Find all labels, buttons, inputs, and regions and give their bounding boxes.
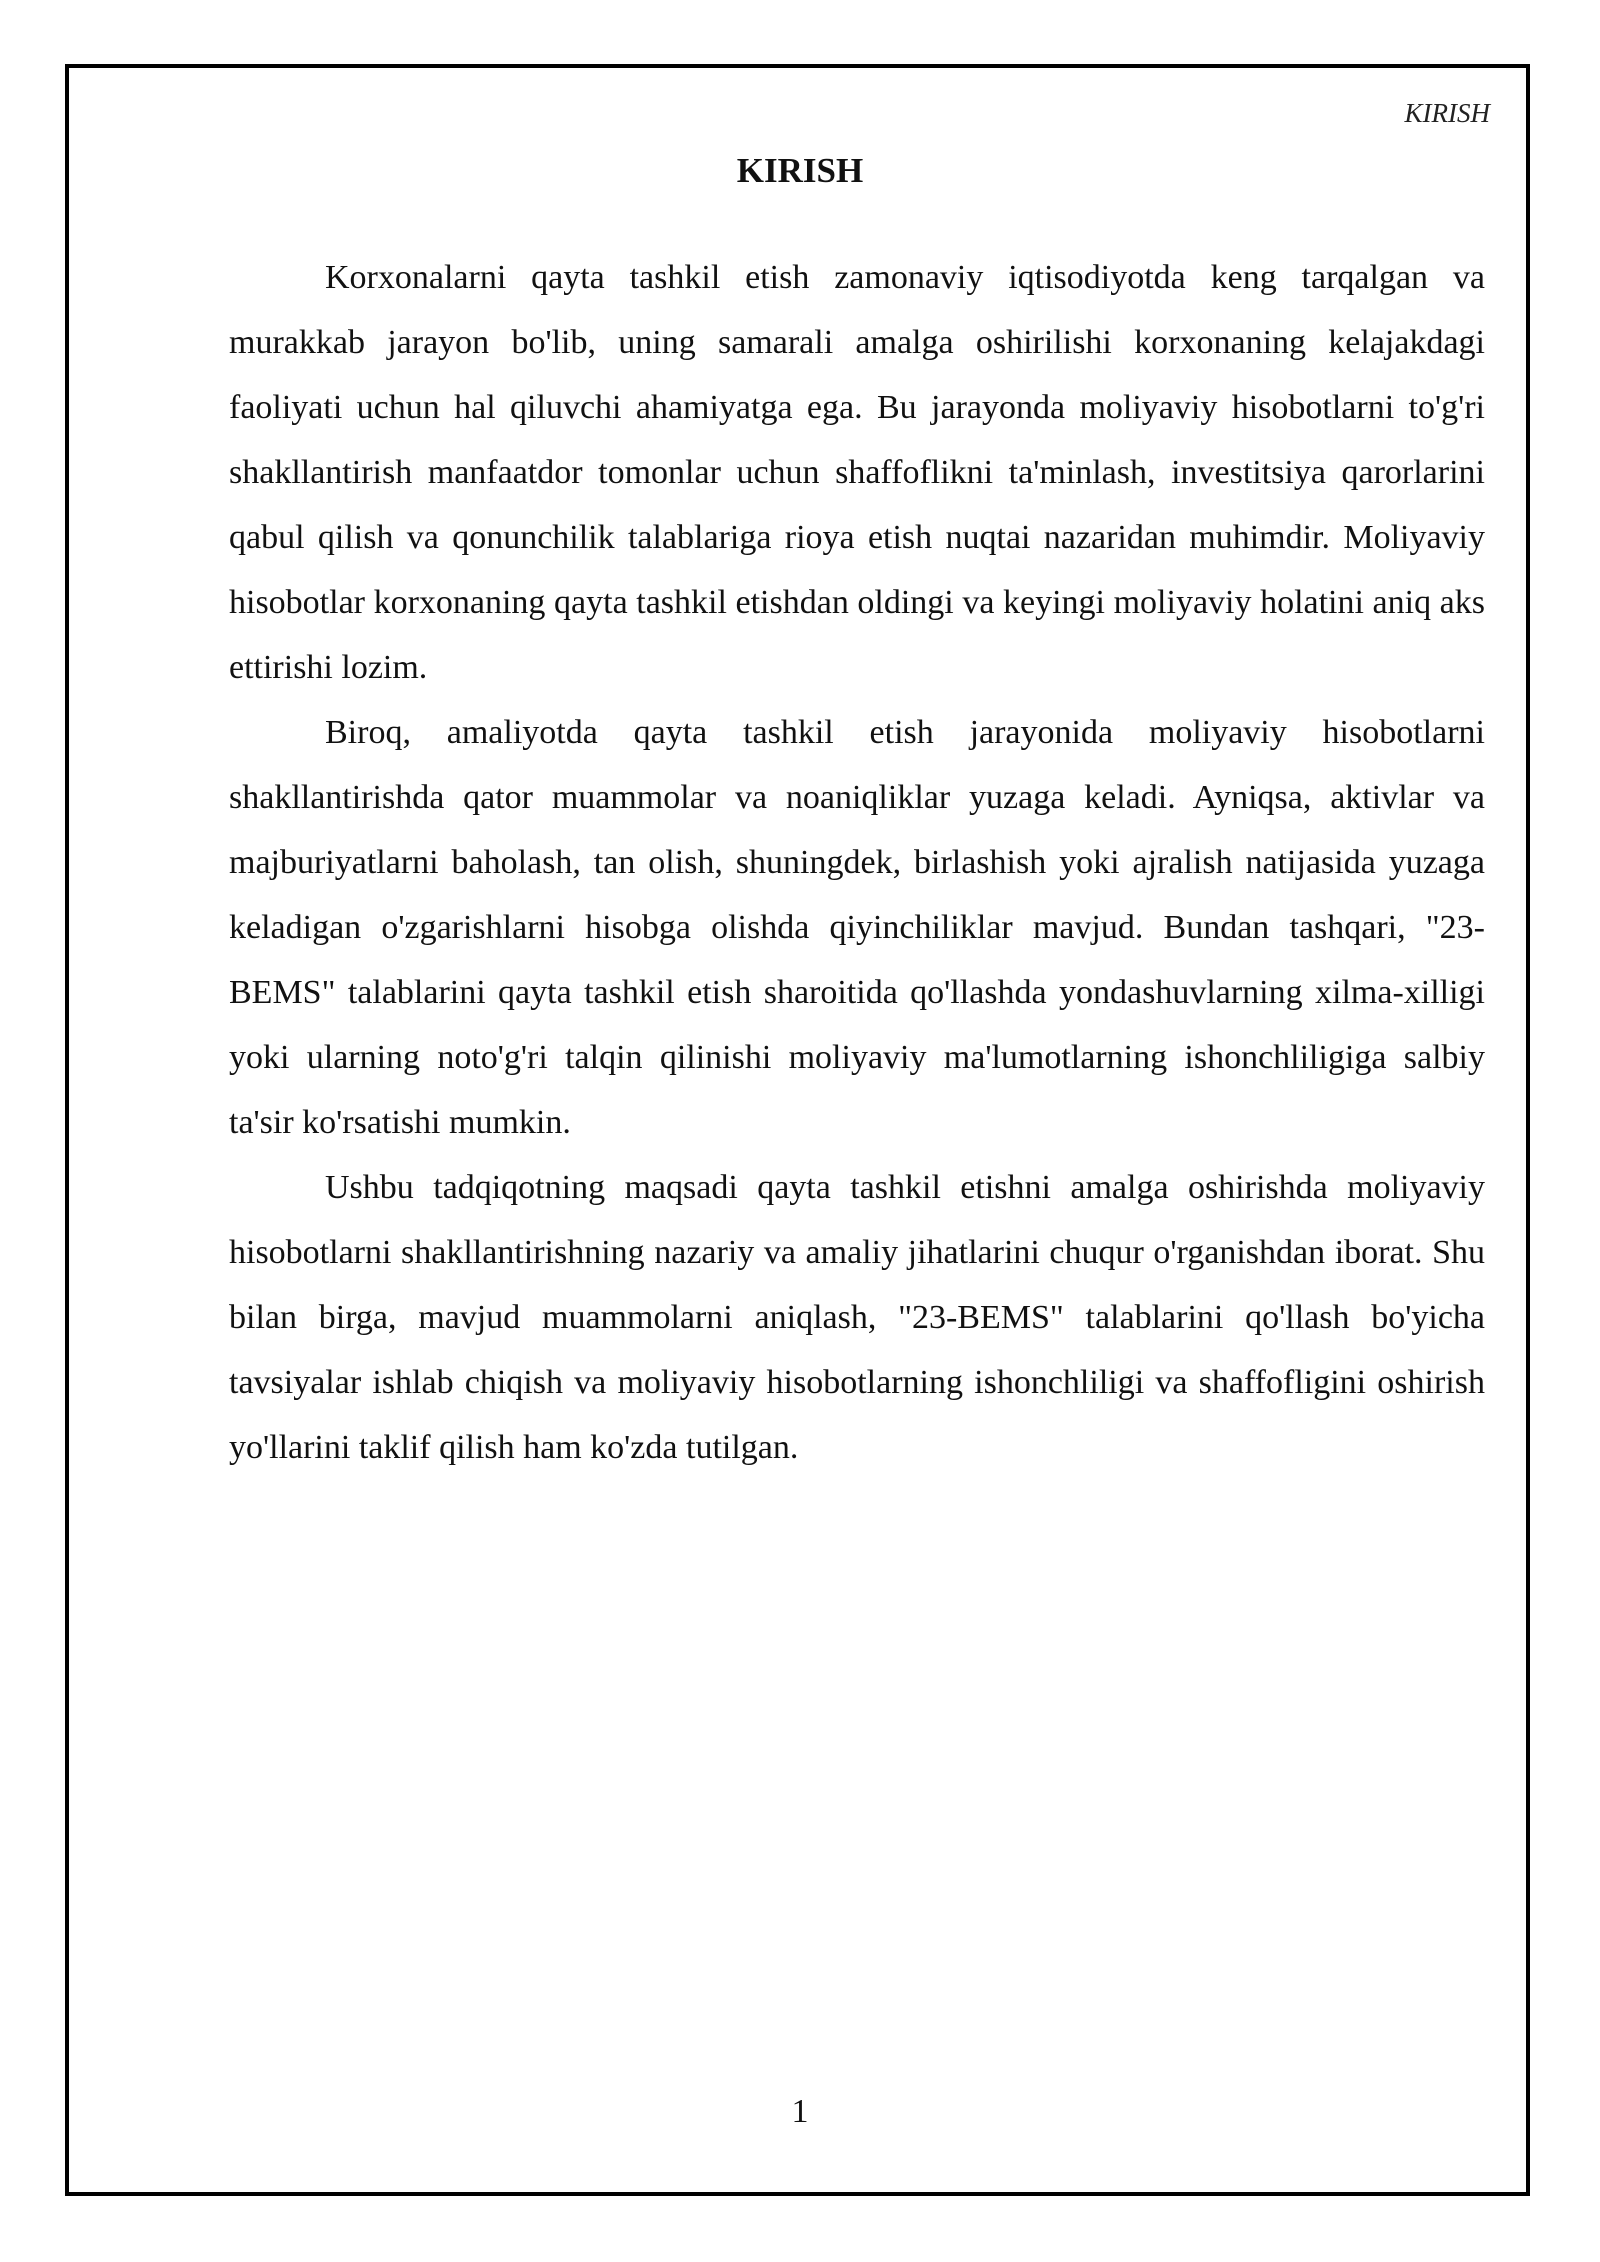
running-header: KIRISH (1404, 98, 1490, 128)
paragraph-3: Ushbu tadqiqotning maqsadi qayta tashkil etishni amalga oshirishda moliyaviy hisobotlarni shakllantirishning nazariy va amaliy jihatlarini chuqur o'rganishdan iborat. Shu bilan birga, mavjud muammolarni aniqlash, "23-BEMS" talablarini qo'llash bo'yicha tavsiyalar ishlab chiqish va moliyaviy hisobotlarning ishonchliligi va shaffofligini oshirish yo'llarini taklif qilish ham ko'zda tutilgan. (229, 1169, 1485, 1466)
page-number: 1 (791, 2093, 809, 2130)
paragraph-1: Korxonalarni qayta tashkil etish zamonaviy iqtisodiyotda keng tarqalgan va murakkab jarayon bo'lib, uning samarali amalga oshirilishi korxonaning kelajakdagi faoliyati uchun hal qiluvchi ahamiyatga ega. Bu jarayonda moliyaviy hisobotlarni to'g'ri shakllantirish manfaatdor tomonlar uchun shaffoflikni ta'minlash, investitsiya qarorlarini qabul qilish va qonunchilik talablariga rioya etish nuqtai nazaridan muhimdir. Moliyaviy hisobotlar korxonaning qayta tashkil etishdan oldingi va keyingi moliyaviy holatini aniq aks ettirishi lozim. (229, 259, 1485, 686)
section-title: KIRISH (736, 151, 864, 190)
paragraph-2: Biroq, amaliyotda qayta tashkil etish jarayonida moliyaviy hisobotlarni shakllantirishda qator muammolar va noaniqliklar yuzaga keladi. Ayniqsa, aktivlar va majburiyatlarni baholash, tan olish, shuningdek, birlashish yoki ajralish natijasida yuzaga keladigan o'zgarishlarni hisobga olishda qiyinchiliklar mavjud. Bundan tashqari, "23-BEMS" talablarini qayta tashkil etish sharoitida qo'llashda yondashuvlarning xilma-xilligi yoki ularning noto'g'ri talqin qilinishi moliyaviy ma'lumotlarning ishonchliligiga salbiy ta'sir ko'rsatishi mumkin. (229, 714, 1485, 1141)
body-text (229, 245, 1485, 1480)
